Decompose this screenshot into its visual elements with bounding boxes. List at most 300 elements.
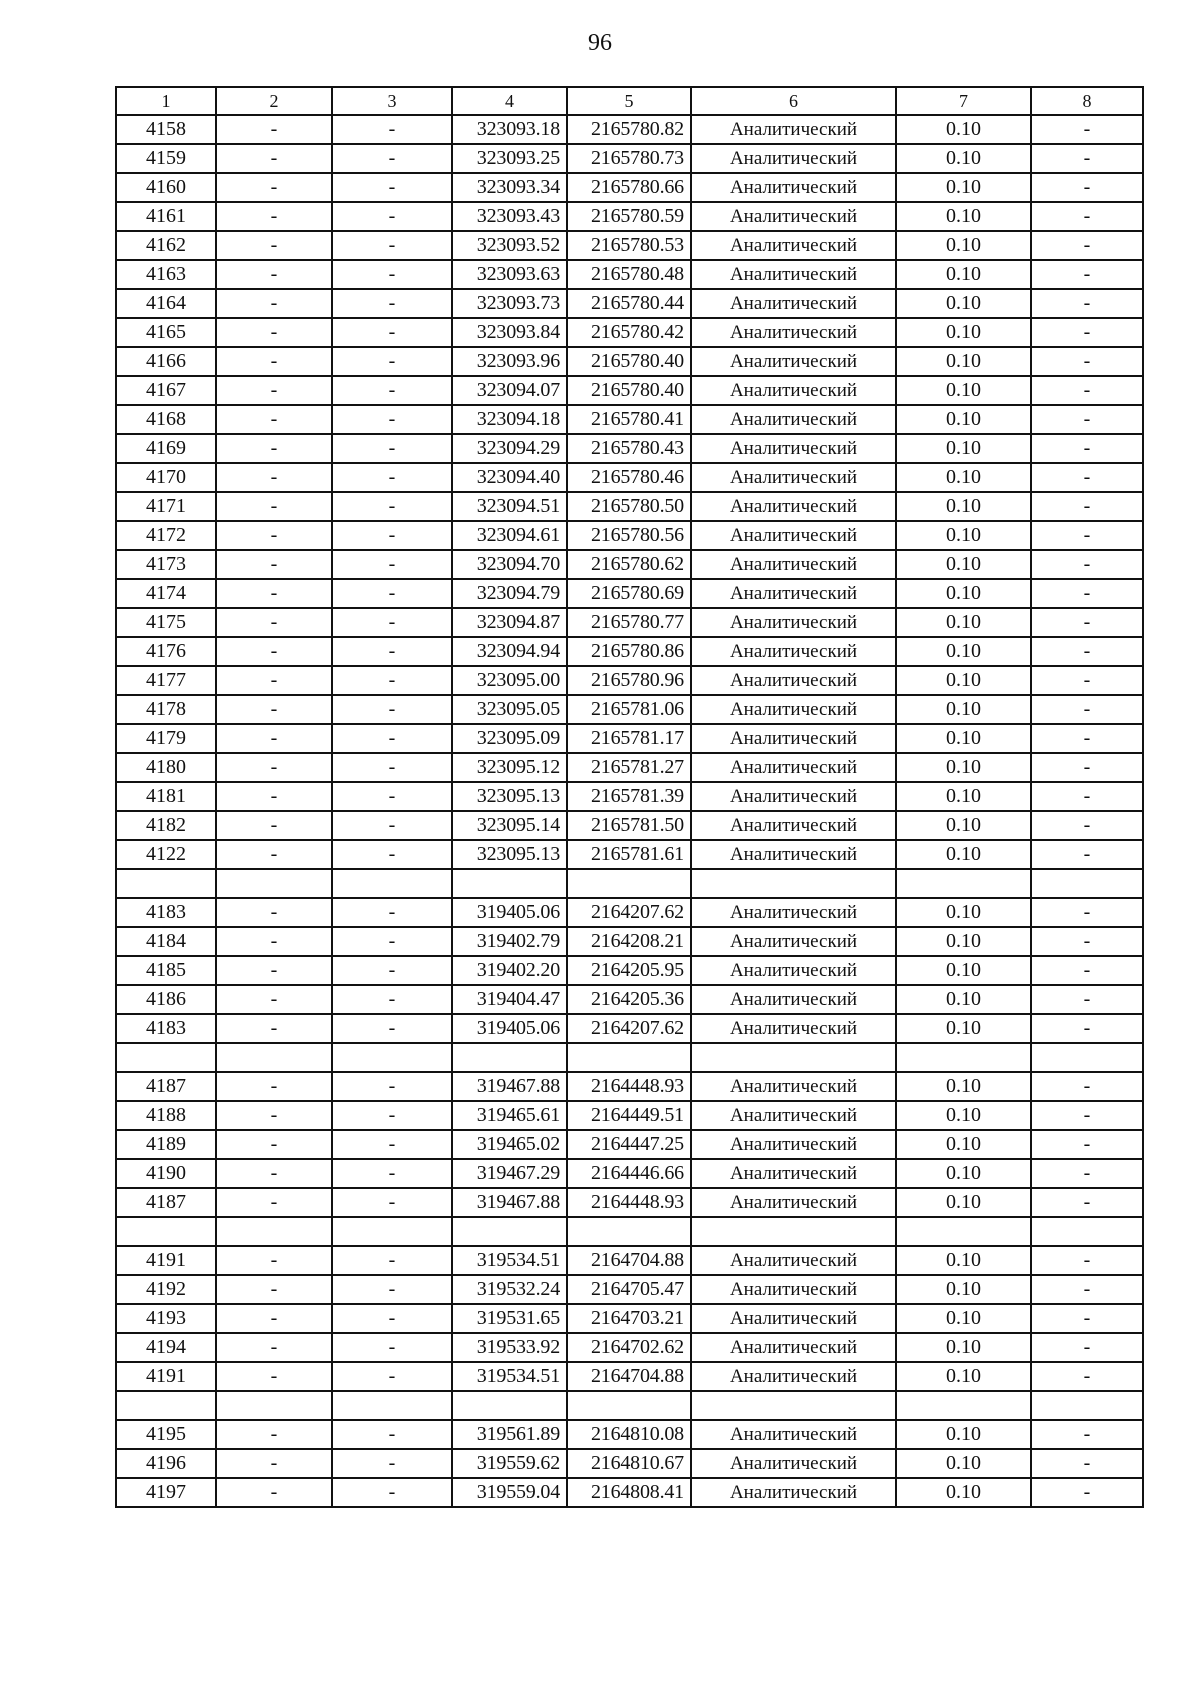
col-2-value-cell: - — [216, 231, 332, 260]
accuracy-cell: 0.10 — [896, 985, 1031, 1014]
col-8-value-cell — [1031, 1391, 1143, 1420]
method-cell: Аналитический — [691, 289, 896, 318]
method-cell: Аналитический — [691, 695, 896, 724]
col-8-value-cell: - — [1031, 144, 1143, 173]
x-coordinate-cell: 323095.12 — [452, 753, 567, 782]
col-3-value-cell: - — [332, 1014, 452, 1043]
method-cell: Аналитический — [691, 608, 896, 637]
method-cell: Аналитический — [691, 1072, 896, 1101]
col-3-value-cell: - — [332, 289, 452, 318]
accuracy-cell: 0.10 — [896, 927, 1031, 956]
table-row — [116, 1072, 1143, 1101]
x-coordinate-cell — [452, 869, 567, 898]
table-row — [116, 260, 1143, 289]
point-number-cell — [116, 1217, 216, 1246]
col-3-value-cell — [332, 1217, 452, 1246]
col-2-value-cell: - — [216, 666, 332, 695]
method-cell: Аналитический — [691, 434, 896, 463]
accuracy-cell: 0.10 — [896, 840, 1031, 869]
col-3-value-cell: - — [332, 1420, 452, 1449]
point-number-cell: 4193 — [116, 1304, 216, 1333]
method-cell: Аналитический — [691, 550, 896, 579]
col-8-value-cell: - — [1031, 1420, 1143, 1449]
x-coordinate-cell: 319467.88 — [452, 1072, 567, 1101]
y-coordinate-cell — [567, 1217, 691, 1246]
method-cell: Аналитический — [691, 898, 896, 927]
y-coordinate-cell: 2164702.62 — [567, 1333, 691, 1362]
col-8-value-cell — [1031, 1043, 1143, 1072]
method-cell: Аналитический — [691, 521, 896, 550]
point-number-cell: 4195 — [116, 1420, 216, 1449]
method-cell: Аналитический — [691, 1246, 896, 1275]
x-coordinate-cell: 319532.24 — [452, 1275, 567, 1304]
col-3-value-cell: - — [332, 1362, 452, 1391]
y-coordinate-cell: 2165780.73 — [567, 144, 691, 173]
col-2-value-cell: - — [216, 550, 332, 579]
col-2-value-cell: - — [216, 1072, 332, 1101]
accuracy-cell — [896, 1391, 1031, 1420]
table-row — [116, 579, 1143, 608]
col-2-value-cell: - — [216, 115, 332, 144]
col-2-value-cell: - — [216, 927, 332, 956]
accuracy-cell: 0.10 — [896, 1072, 1031, 1101]
point-number-cell: 4186 — [116, 985, 216, 1014]
col-2-value-cell: - — [216, 782, 332, 811]
point-number-cell: 4196 — [116, 1449, 216, 1478]
col-3-value-cell: - — [332, 521, 452, 550]
y-coordinate-cell: 2165781.39 — [567, 782, 691, 811]
x-coordinate-cell: 323093.25 — [452, 144, 567, 173]
accuracy-cell: 0.10 — [896, 1333, 1031, 1362]
col-8-value-cell: - — [1031, 492, 1143, 521]
table-row — [116, 376, 1143, 405]
table-row — [116, 550, 1143, 579]
col-2-value-cell: - — [216, 695, 332, 724]
col-2-value-cell: - — [216, 1014, 332, 1043]
col-3-value-cell: - — [332, 956, 452, 985]
accuracy-cell: 0.10 — [896, 724, 1031, 753]
method-cell: Аналитический — [691, 1014, 896, 1043]
y-coordinate-cell: 2164810.67 — [567, 1449, 691, 1478]
col-2-value-cell: - — [216, 1304, 332, 1333]
table-row — [116, 985, 1143, 1014]
x-coordinate-cell: 323093.43 — [452, 202, 567, 231]
col-8-value-cell: - — [1031, 956, 1143, 985]
y-coordinate-cell: 2164447.25 — [567, 1130, 691, 1159]
col-2-value-cell: - — [216, 347, 332, 376]
x-coordinate-cell: 323094.51 — [452, 492, 567, 521]
table-row — [116, 1275, 1143, 1304]
point-number-cell — [116, 1043, 216, 1072]
col-8-value-cell: - — [1031, 608, 1143, 637]
x-coordinate-cell: 319534.51 — [452, 1246, 567, 1275]
col-8-value-cell: - — [1031, 782, 1143, 811]
accuracy-cell: 0.10 — [896, 202, 1031, 231]
y-coordinate-cell: 2165781.27 — [567, 753, 691, 782]
y-coordinate-cell: 2165780.66 — [567, 173, 691, 202]
col-3-value-cell — [332, 1391, 452, 1420]
column-header-2: 2 — [216, 87, 332, 115]
col-2-value-cell: - — [216, 434, 332, 463]
x-coordinate-cell: 323093.96 — [452, 347, 567, 376]
method-cell: Аналитический — [691, 1304, 896, 1333]
col-8-value-cell: - — [1031, 231, 1143, 260]
column-header-1: 1 — [116, 87, 216, 115]
x-coordinate-cell: 323095.13 — [452, 782, 567, 811]
accuracy-cell: 0.10 — [896, 608, 1031, 637]
x-coordinate-cell: 323093.52 — [452, 231, 567, 260]
table-row — [116, 1014, 1143, 1043]
col-2-value-cell: - — [216, 840, 332, 869]
col-3-value-cell: - — [332, 608, 452, 637]
x-coordinate-cell: 319404.47 — [452, 985, 567, 1014]
col-3-value-cell — [332, 1043, 452, 1072]
col-3-value-cell: - — [332, 1246, 452, 1275]
accuracy-cell — [896, 1217, 1031, 1246]
table-row — [116, 521, 1143, 550]
col-8-value-cell: - — [1031, 434, 1143, 463]
y-coordinate-cell: 2164448.93 — [567, 1072, 691, 1101]
col-8-value-cell: - — [1031, 1246, 1143, 1275]
method-cell: Аналитический — [691, 724, 896, 753]
col-3-value-cell: - — [332, 927, 452, 956]
y-coordinate-cell: 2165781.17 — [567, 724, 691, 753]
col-3-value-cell: - — [332, 115, 452, 144]
x-coordinate-cell: 323094.70 — [452, 550, 567, 579]
col-2-value-cell — [216, 1217, 332, 1246]
x-coordinate-cell: 319465.61 — [452, 1101, 567, 1130]
method-cell: Аналитический — [691, 347, 896, 376]
y-coordinate-cell: 2164208.21 — [567, 927, 691, 956]
col-2-value-cell: - — [216, 579, 332, 608]
method-cell: Аналитический — [691, 811, 896, 840]
accuracy-cell: 0.10 — [896, 956, 1031, 985]
table-row — [116, 1478, 1143, 1507]
table-row — [116, 666, 1143, 695]
x-coordinate-cell: 323095.14 — [452, 811, 567, 840]
y-coordinate-cell: 2165780.50 — [567, 492, 691, 521]
point-number-cell: 4159 — [116, 144, 216, 173]
col-8-value-cell: - — [1031, 666, 1143, 695]
col-8-value-cell: - — [1031, 463, 1143, 492]
method-cell: Аналитический — [691, 202, 896, 231]
method-cell: Аналитический — [691, 637, 896, 666]
point-number-cell: 4168 — [116, 405, 216, 434]
table-row — [116, 463, 1143, 492]
accuracy-cell: 0.10 — [896, 1130, 1031, 1159]
col-2-value-cell: - — [216, 463, 332, 492]
col-2-value-cell: - — [216, 260, 332, 289]
table-row — [116, 318, 1143, 347]
table-row-separator — [116, 1043, 1143, 1072]
method-cell: Аналитический — [691, 231, 896, 260]
table-row-separator — [116, 869, 1143, 898]
col-2-value-cell: - — [216, 376, 332, 405]
accuracy-cell: 0.10 — [896, 231, 1031, 260]
point-number-cell: 4178 — [116, 695, 216, 724]
col-8-value-cell: - — [1031, 550, 1143, 579]
y-coordinate-cell: 2164810.08 — [567, 1420, 691, 1449]
col-2-value-cell: - — [216, 608, 332, 637]
table-row — [116, 173, 1143, 202]
point-number-cell: 4185 — [116, 956, 216, 985]
x-coordinate-cell: 323094.61 — [452, 521, 567, 550]
col-2-value-cell: - — [216, 1449, 332, 1478]
y-coordinate-cell: 2165780.44 — [567, 289, 691, 318]
point-number-cell: 4180 — [116, 753, 216, 782]
accuracy-cell: 0.10 — [896, 492, 1031, 521]
col-3-value-cell: - — [332, 666, 452, 695]
point-number-cell — [116, 869, 216, 898]
point-number-cell: 4181 — [116, 782, 216, 811]
column-header-7: 7 — [896, 87, 1031, 115]
col-3-value-cell: - — [332, 173, 452, 202]
col-3-value-cell: - — [332, 782, 452, 811]
x-coordinate-cell: 319559.62 — [452, 1449, 567, 1478]
point-number-cell: 4191 — [116, 1362, 216, 1391]
x-coordinate-cell — [452, 1043, 567, 1072]
table-row — [116, 289, 1143, 318]
accuracy-cell: 0.10 — [896, 579, 1031, 608]
col-3-value-cell: - — [332, 1478, 452, 1507]
col-8-value-cell: - — [1031, 579, 1143, 608]
col-2-value-cell — [216, 1391, 332, 1420]
table-row — [116, 434, 1143, 463]
col-3-value-cell: - — [332, 260, 452, 289]
table-row — [116, 202, 1143, 231]
col-8-value-cell: - — [1031, 637, 1143, 666]
x-coordinate-cell: 319533.92 — [452, 1333, 567, 1362]
y-coordinate-cell: 2164704.88 — [567, 1362, 691, 1391]
point-number-cell: 4175 — [116, 608, 216, 637]
col-8-value-cell — [1031, 1217, 1143, 1246]
y-coordinate-cell: 2165780.46 — [567, 463, 691, 492]
col-2-value-cell: - — [216, 1188, 332, 1217]
table-row — [116, 1333, 1143, 1362]
y-coordinate-cell: 2165780.86 — [567, 637, 691, 666]
table-row — [116, 231, 1143, 260]
y-coordinate-cell: 2165780.40 — [567, 347, 691, 376]
x-coordinate-cell: 323093.73 — [452, 289, 567, 318]
col-8-value-cell: - — [1031, 927, 1143, 956]
col-8-value-cell: - — [1031, 1159, 1143, 1188]
y-coordinate-cell: 2165780.59 — [567, 202, 691, 231]
y-coordinate-cell: 2165780.69 — [567, 579, 691, 608]
col-8-value-cell: - — [1031, 811, 1143, 840]
col-2-value-cell: - — [216, 898, 332, 927]
table-row — [116, 1304, 1143, 1333]
point-number-cell: 4187 — [116, 1188, 216, 1217]
method-cell: Аналитический — [691, 405, 896, 434]
point-number-cell — [116, 1391, 216, 1420]
point-number-cell: 4194 — [116, 1333, 216, 1362]
column-header-8: 8 — [1031, 87, 1143, 115]
col-2-value-cell: - — [216, 811, 332, 840]
y-coordinate-cell: 2164449.51 — [567, 1101, 691, 1130]
col-3-value-cell: - — [332, 463, 452, 492]
col-2-value-cell: - — [216, 289, 332, 318]
table-row — [116, 1246, 1143, 1275]
col-3-value-cell: - — [332, 1304, 452, 1333]
accuracy-cell: 0.10 — [896, 1246, 1031, 1275]
col-8-value-cell: - — [1031, 1304, 1143, 1333]
table-row — [116, 1188, 1143, 1217]
x-coordinate-cell — [452, 1217, 567, 1246]
point-number-cell: 4161 — [116, 202, 216, 231]
x-coordinate-cell: 323095.13 — [452, 840, 567, 869]
col-8-value-cell: - — [1031, 202, 1143, 231]
accuracy-cell: 0.10 — [896, 173, 1031, 202]
col-8-value-cell: - — [1031, 405, 1143, 434]
col-2-value-cell: - — [216, 1130, 332, 1159]
method-cell — [691, 869, 896, 898]
col-8-value-cell: - — [1031, 724, 1143, 753]
method-cell: Аналитический — [691, 666, 896, 695]
col-3-value-cell: - — [332, 405, 452, 434]
table-header — [116, 87, 1143, 115]
table-row — [116, 782, 1143, 811]
point-number-cell: 4169 — [116, 434, 216, 463]
y-coordinate-cell: 2164207.62 — [567, 1014, 691, 1043]
accuracy-cell: 0.10 — [896, 318, 1031, 347]
accuracy-cell: 0.10 — [896, 144, 1031, 173]
col-8-value-cell: - — [1031, 985, 1143, 1014]
table-row-separator — [116, 1391, 1143, 1420]
y-coordinate-cell: 2165780.43 — [567, 434, 691, 463]
method-cell: Аналитический — [691, 985, 896, 1014]
x-coordinate-cell: 323094.18 — [452, 405, 567, 434]
accuracy-cell: 0.10 — [896, 666, 1031, 695]
table-row — [116, 956, 1143, 985]
method-cell: Аналитический — [691, 144, 896, 173]
table-row — [116, 347, 1143, 376]
x-coordinate-cell: 323094.40 — [452, 463, 567, 492]
accuracy-cell: 0.10 — [896, 550, 1031, 579]
method-cell: Аналитический — [691, 927, 896, 956]
col-3-value-cell — [332, 869, 452, 898]
accuracy-cell: 0.10 — [896, 898, 1031, 927]
y-coordinate-cell: 2164448.93 — [567, 1188, 691, 1217]
y-coordinate-cell: 2164207.62 — [567, 898, 691, 927]
col-3-value-cell: - — [332, 1159, 452, 1188]
col-8-value-cell: - — [1031, 115, 1143, 144]
y-coordinate-cell: 2165781.61 — [567, 840, 691, 869]
col-8-value-cell: - — [1031, 1014, 1143, 1043]
table-row — [116, 144, 1143, 173]
y-coordinate-cell: 2164205.36 — [567, 985, 691, 1014]
col-2-value-cell: - — [216, 956, 332, 985]
point-number-cell: 4164 — [116, 289, 216, 318]
col-8-value-cell: - — [1031, 1275, 1143, 1304]
col-2-value-cell: - — [216, 1101, 332, 1130]
x-coordinate-cell: 323093.34 — [452, 173, 567, 202]
method-cell: Аналитический — [691, 1101, 896, 1130]
table-row — [116, 1362, 1143, 1391]
col-8-value-cell: - — [1031, 1362, 1143, 1391]
col-8-value-cell: - — [1031, 260, 1143, 289]
accuracy-cell — [896, 869, 1031, 898]
col-2-value-cell: - — [216, 1159, 332, 1188]
accuracy-cell: 0.10 — [896, 637, 1031, 666]
table-row — [116, 492, 1143, 521]
point-number-cell: 4191 — [116, 1246, 216, 1275]
accuracy-cell: 0.10 — [896, 1362, 1031, 1391]
x-coordinate-cell: 319467.88 — [452, 1188, 567, 1217]
point-number-cell: 4177 — [116, 666, 216, 695]
accuracy-cell: 0.10 — [896, 1188, 1031, 1217]
header-row — [116, 87, 1143, 115]
method-cell: Аналитический — [691, 1188, 896, 1217]
method-cell: Аналитический — [691, 492, 896, 521]
col-2-value-cell: - — [216, 1275, 332, 1304]
col-3-value-cell: - — [332, 434, 452, 463]
col-3-value-cell: - — [332, 202, 452, 231]
accuracy-cell: 0.10 — [896, 260, 1031, 289]
table-row — [116, 1159, 1143, 1188]
y-coordinate-cell: 2165780.48 — [567, 260, 691, 289]
x-coordinate-cell — [452, 1391, 567, 1420]
point-number-cell: 4170 — [116, 463, 216, 492]
column-header-4: 4 — [452, 87, 567, 115]
table-row — [116, 724, 1143, 753]
col-3-value-cell: - — [332, 1188, 452, 1217]
method-cell: Аналитический — [691, 1130, 896, 1159]
page-number: 96 — [588, 30, 612, 56]
x-coordinate-cell: 319405.06 — [452, 1014, 567, 1043]
col-2-value-cell: - — [216, 1362, 332, 1391]
accuracy-cell: 0.10 — [896, 811, 1031, 840]
method-cell: Аналитический — [691, 1275, 896, 1304]
accuracy-cell: 0.10 — [896, 1101, 1031, 1130]
point-number-cell: 4172 — [116, 521, 216, 550]
x-coordinate-cell: 323093.63 — [452, 260, 567, 289]
accuracy-cell: 0.10 — [896, 434, 1031, 463]
method-cell: Аналитический — [691, 173, 896, 202]
x-coordinate-cell: 319405.06 — [452, 898, 567, 927]
col-8-value-cell: - — [1031, 840, 1143, 869]
x-coordinate-cell: 319534.51 — [452, 1362, 567, 1391]
accuracy-cell: 0.10 — [896, 289, 1031, 318]
y-coordinate-cell: 2165780.42 — [567, 318, 691, 347]
method-cell: Аналитический — [691, 956, 896, 985]
point-number-cell: 4171 — [116, 492, 216, 521]
x-coordinate-cell: 323094.87 — [452, 608, 567, 637]
point-number-cell: 4163 — [116, 260, 216, 289]
table-row — [116, 898, 1143, 927]
col-2-value-cell: - — [216, 1478, 332, 1507]
table-body — [116, 115, 1143, 1507]
method-cell: Аналитический — [691, 1478, 896, 1507]
col-3-value-cell: - — [332, 1072, 452, 1101]
y-coordinate-cell: 2165780.56 — [567, 521, 691, 550]
col-2-value-cell: - — [216, 521, 332, 550]
coordinates-table — [115, 86, 1144, 1508]
x-coordinate-cell: 319402.20 — [452, 956, 567, 985]
col-8-value-cell: - — [1031, 1072, 1143, 1101]
y-coordinate-cell: 2165780.53 — [567, 231, 691, 260]
point-number-cell: 4192 — [116, 1275, 216, 1304]
accuracy-cell: 0.10 — [896, 1159, 1031, 1188]
x-coordinate-cell: 323094.94 — [452, 637, 567, 666]
y-coordinate-cell: 2164703.21 — [567, 1304, 691, 1333]
col-8-value-cell: - — [1031, 173, 1143, 202]
method-cell: Аналитический — [691, 115, 896, 144]
col-8-value-cell: - — [1031, 289, 1143, 318]
point-number-cell: 4173 — [116, 550, 216, 579]
col-3-value-cell: - — [332, 1130, 452, 1159]
method-cell: Аналитический — [691, 579, 896, 608]
point-number-cell: 4165 — [116, 318, 216, 347]
